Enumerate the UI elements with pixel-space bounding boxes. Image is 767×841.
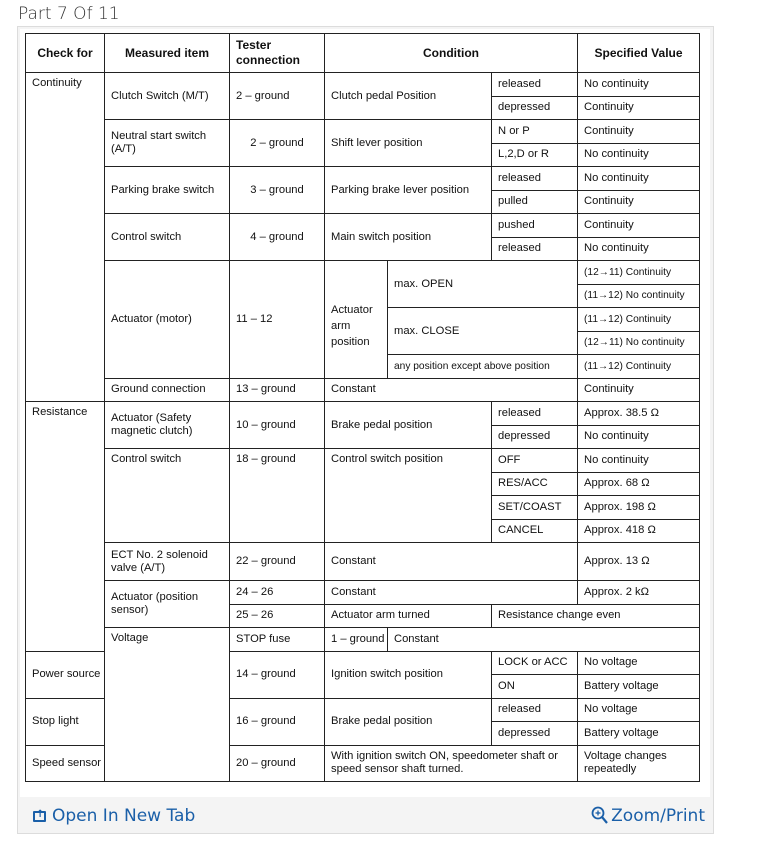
measured-item: Stop light <box>26 698 105 745</box>
table-row <box>26 261 700 285</box>
sub-condition: released <box>492 167 578 191</box>
header-check-for: Check for <box>26 34 105 73</box>
measured-item: ECT No. 2 solenoid valve (A/T) <box>105 543 230 581</box>
open-in-new-tab-link[interactable] <box>33 806 195 826</box>
condition: Actuator arm position <box>325 261 388 379</box>
specified-value: Approx. 198 Ω <box>578 496 700 520</box>
tester-connection: 13 – ground <box>230 378 325 402</box>
measured-item: STOP fuse <box>230 628 325 652</box>
spec-table <box>25 33 700 782</box>
condition: Ignition switch position <box>325 651 492 698</box>
tester-connection: 18 – ground <box>230 449 325 543</box>
group-voltage: Voltage <box>105 628 230 782</box>
measured-item: Clutch Switch (M/T) <box>105 73 230 120</box>
tester-connection: 2 – ground <box>230 73 325 120</box>
sub-condition: ON <box>492 675 578 699</box>
condition: Brake pedal position <box>325 698 492 745</box>
open-in-new-tab-label: Open In New Tab <box>52 806 196 826</box>
specified-value: Resistance change even <box>492 604 700 628</box>
condition: Constant <box>325 581 578 605</box>
specified-value: No continuity <box>578 73 700 97</box>
specified-value: No voltage <box>578 651 700 675</box>
specified-value: No continuity <box>578 237 700 261</box>
zoom-print-label: Zoom/Print <box>611 806 705 826</box>
sub-condition-close: max. CLOSE <box>388 308 578 355</box>
condition: Actuator arm turned <box>325 604 492 628</box>
measured-item: Control switch <box>105 214 230 261</box>
specified-value: (12→11) Continuity <box>578 261 700 285</box>
measured-item: Actuator (motor) <box>105 261 230 379</box>
sub-condition-open: max. OPEN <box>388 261 578 308</box>
specified-value: Approx. 68 Ω <box>578 472 700 496</box>
header-specified-value: Specified Value <box>578 34 700 73</box>
sub-condition: pushed <box>492 214 578 238</box>
condition: Constant <box>388 628 700 652</box>
specified-value: Continuity <box>578 96 700 120</box>
specified-value: No continuity <box>578 143 700 167</box>
table-row <box>26 73 700 97</box>
table-row <box>26 581 700 605</box>
tester-connection: 22 – ground <box>230 543 325 581</box>
condition: With ignition switch ON, speedometer shaft or speed sensor shaft turned. <box>325 745 578 781</box>
header-row <box>26 34 700 73</box>
group-resistance: Resistance <box>26 402 105 652</box>
table-row <box>26 378 700 402</box>
specified-value: Battery voltage <box>578 722 700 746</box>
tester-connection: 10 – ground <box>230 402 325 449</box>
sub-condition: CANCEL <box>492 519 578 543</box>
specified-value: Approx. 418 Ω <box>578 519 700 543</box>
sub-condition: LOCK or ACC <box>492 651 578 675</box>
page-title: Part 7 Of 11 <box>18 4 120 24</box>
zoom-print-link[interactable] <box>591 806 705 826</box>
sub-condition: L,2,D or R <box>492 143 578 167</box>
image-footer <box>20 800 710 832</box>
measured-item: Speed sensor <box>26 745 105 781</box>
sub-condition: released <box>492 73 578 97</box>
header-tester-connection: Tester connection <box>230 34 325 73</box>
specified-value: Battery voltage <box>578 675 700 699</box>
tester-connection: 16 – ground <box>230 698 325 745</box>
tester-connection: 2 – ground <box>230 120 325 167</box>
sub-condition: depressed <box>492 425 578 449</box>
zoom-in-icon <box>591 806 609 826</box>
sub-condition: released <box>492 698 578 722</box>
tester-connection: 14 – ground <box>230 651 325 698</box>
sub-condition: depressed <box>492 96 578 120</box>
specified-value: (11→12) Continuity <box>578 308 700 332</box>
specified-value: Approx. 38.5 Ω <box>578 402 700 426</box>
measured-item: Ground connection <box>105 378 230 402</box>
header-measured-item: Measured item <box>105 34 230 73</box>
tester-connection: 20 – ground <box>230 745 325 781</box>
specified-value: (11→12) No continuity <box>578 284 700 308</box>
measured-item: Power source <box>26 651 105 698</box>
condition: Brake pedal position <box>325 402 492 449</box>
condition: Constant <box>325 378 578 402</box>
specified-value: No continuity <box>578 167 700 191</box>
measured-item: Neutral start switch (A/T) <box>105 120 230 167</box>
condition: Main switch position <box>325 214 492 261</box>
table-row <box>26 628 700 652</box>
sub-condition: depressed <box>492 722 578 746</box>
specified-value: Voltage changes repeatedly <box>578 745 700 781</box>
specified-value: Continuity <box>578 378 700 402</box>
condition: Control switch position <box>325 449 492 543</box>
measured-item: Parking brake switch <box>105 167 230 214</box>
sub-condition: released <box>492 402 578 426</box>
tester-connection: 25 – 26 <box>230 604 325 628</box>
tester-connection: 3 – ground <box>230 167 325 214</box>
condition: Clutch pedal Position <box>325 73 492 120</box>
sub-condition: RES/ACC <box>492 472 578 496</box>
header-condition: Condition <box>325 34 578 73</box>
specified-value: Approx. 13 Ω <box>578 543 700 581</box>
table-row <box>26 449 700 473</box>
table-row <box>26 214 700 238</box>
condition: Shift lever position <box>325 120 492 167</box>
table-row <box>26 167 700 191</box>
condition: Constant <box>325 543 578 581</box>
condition: Parking brake lever position <box>325 167 492 214</box>
measured-item: Control switch <box>105 449 230 543</box>
table-row <box>26 543 700 581</box>
specified-value: (12→11) No continuity <box>578 331 700 355</box>
sub-condition: N or P <box>492 120 578 144</box>
tester-connection: 4 – ground <box>230 214 325 261</box>
tester-connection: 11 – 12 <box>230 261 325 379</box>
open-in-new-tab-icon <box>33 811 46 822</box>
tester-connection: 1 – ground <box>325 628 388 652</box>
sub-condition: pulled <box>492 190 578 214</box>
specified-value: Continuity <box>578 190 700 214</box>
group-continuity: Continuity <box>26 73 105 402</box>
specified-value: (11→12) Continuity <box>578 355 700 379</box>
specified-value: Continuity <box>578 214 700 238</box>
specified-value: No voltage <box>578 698 700 722</box>
sub-condition: released <box>492 237 578 261</box>
specified-value: No continuity <box>578 425 700 449</box>
specified-value: Continuity <box>578 120 700 144</box>
table-row <box>26 402 700 426</box>
measured-item: Actuator (position sensor) <box>105 581 230 628</box>
sub-condition-other: any position except above position <box>388 355 578 379</box>
specified-value: No continuity <box>578 449 700 473</box>
specified-value: Approx. 2 kΩ <box>578 581 700 605</box>
measured-item: Actuator (Safety magnetic clutch) <box>105 402 230 449</box>
tester-connection: 24 – 26 <box>230 581 325 605</box>
sub-condition: OFF <box>492 449 578 473</box>
table-row <box>26 120 700 144</box>
sub-condition: SET/COAST <box>492 496 578 520</box>
